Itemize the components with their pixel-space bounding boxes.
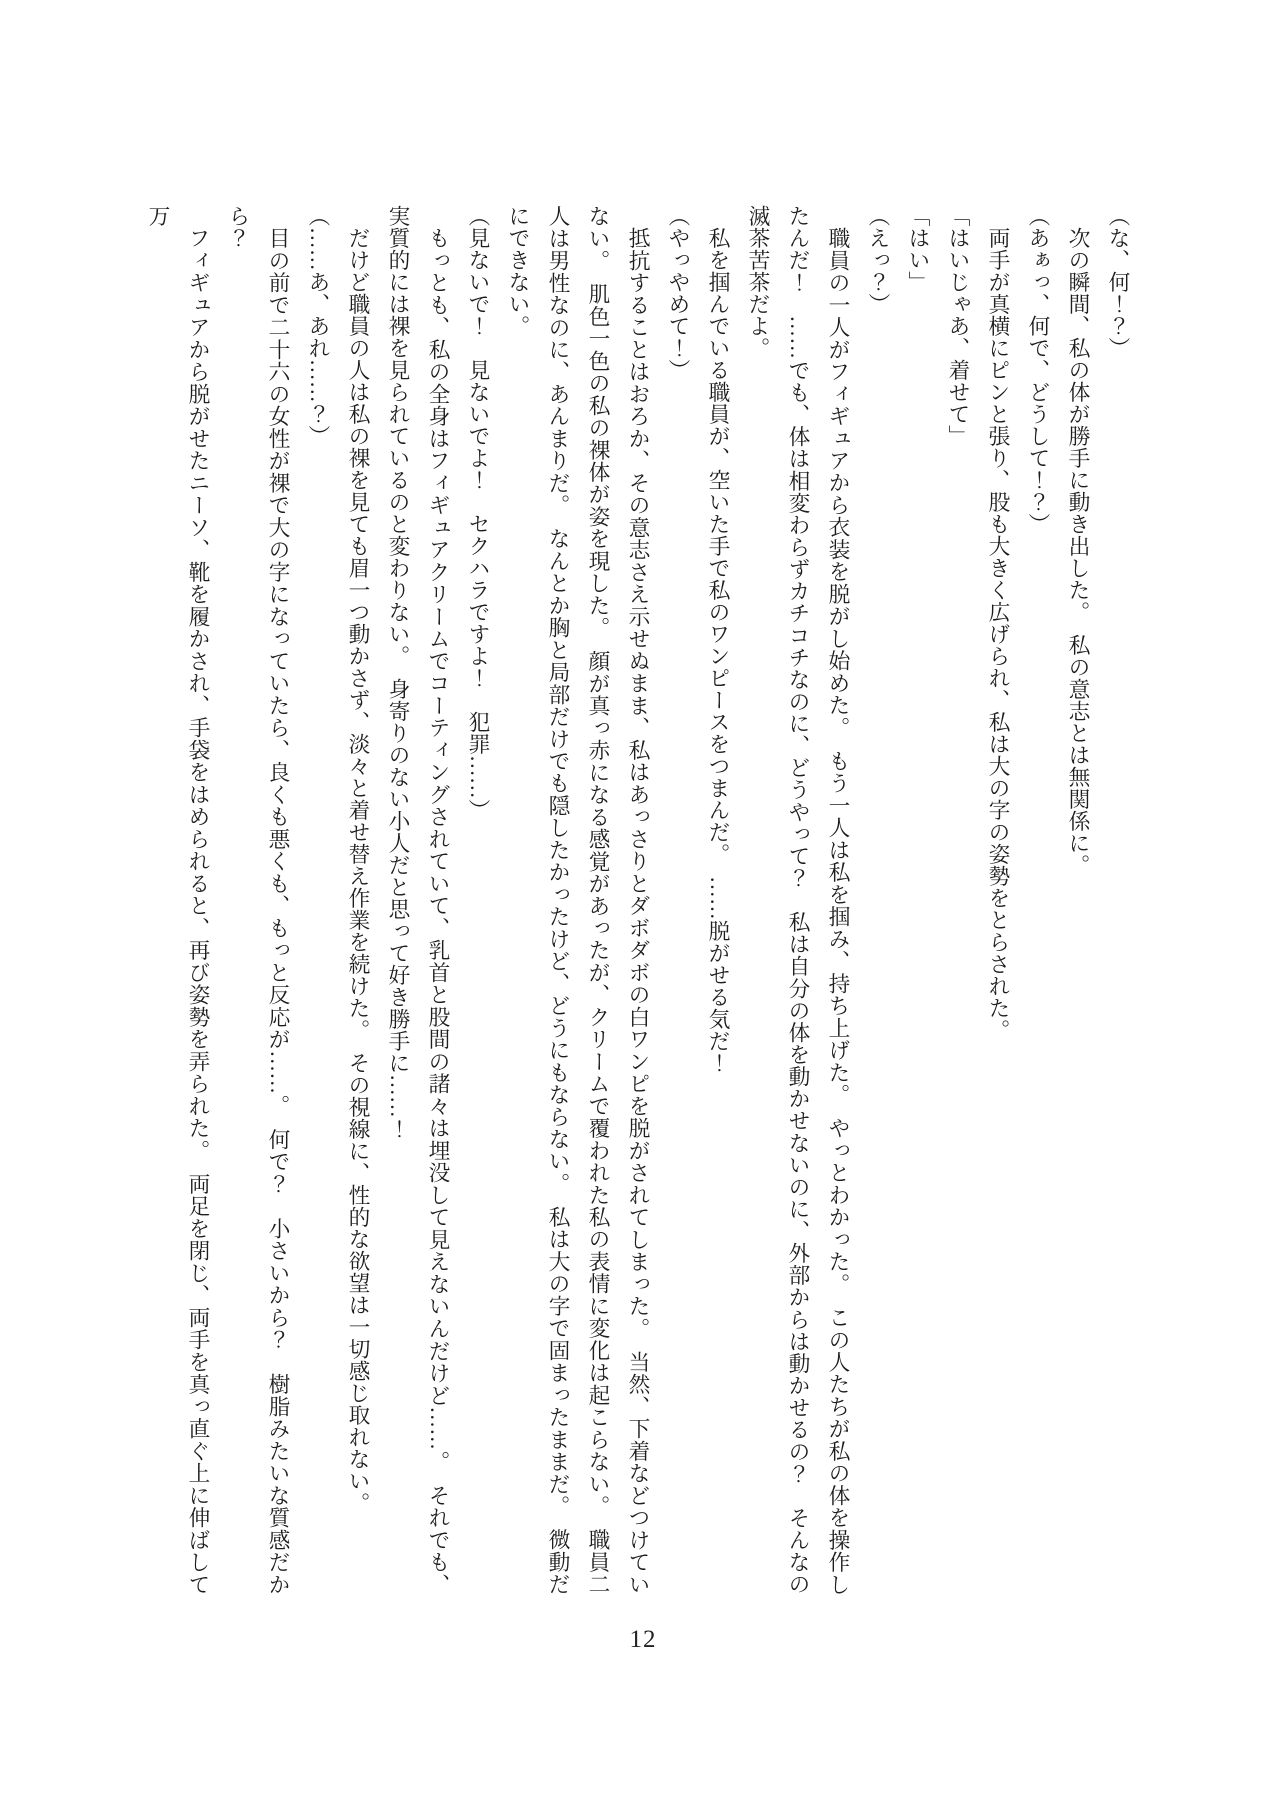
paragraph-narration: 私を掴んでいる職員が、空いた手で私のワンピースをつまんだ。 ……脱がせる気だ！: [706, 226, 730, 1074]
vertical-text-block: [138, 205, 1138, 1595]
paragraph-paren: （……あ、あれ……？）: [306, 205, 330, 447]
paragraph-dialogue: 「はい」: [906, 205, 930, 293]
paragraph-narration: フィギュアから脱がせたニーソ、靴を履かされ、手袋をはめられると、再び姿勢を弄られた。 両足を閉じ、両手を真っ直ぐ上に伸ばして万: [146, 205, 210, 1595]
paragraph-narration: だけど職員の人は私の裸を見ても眉一つ動かさず、淡々と着せ替え作業を続けた。 その視線に、性的な欲望は一切感じ取れない。: [346, 226, 370, 1514]
paragraph-narration: 抵抗することはおろか、その意志さえ示せぬまま、私はあっさりとダボダボの白ワンピを脱がされてしまった。 当然、下着などつけていない。 肌色一色の私の裸体が姿を現した。 顔が真っ赤になる感覚があったが、クリームで覆われた私の表情に変化は起こらない。 職員二人は男性なのに、あんまりだ。 なんとか胸と局部だけでも隠したかったけど、どうにもならない。 私は大の字で固まったままだ。 微動だにできない。: [506, 205, 650, 1595]
paragraph-narration: 次の瞬間、私の体が勝手に動き出した。 私の意志とは無関係に。: [1066, 226, 1090, 876]
paragraph-paren: （やっやめて！）: [666, 205, 690, 381]
paragraph-paren: （見ないで！ 見ないでよ！ セクハラですよ！ 犯罪……）: [466, 205, 490, 821]
paragraph-paren: （あぁっ、何で、どうして！？）: [1026, 205, 1050, 535]
paragraph-paren: （な、何！？）: [1106, 205, 1130, 359]
paragraph-paren: （えっ？）: [866, 205, 890, 315]
paragraph-narration: 両手が真横にピンと張り、股も大きく広げられ、私は大の字の姿勢をとらされた。: [986, 226, 1010, 1041]
page-number: 12: [629, 1626, 657, 1653]
paragraph-narration: 職員の一人がフィギュアから衣装を脱がし始めた。 もう一人は私を掴み、持ち上げた。 やっとわかった。 この人たちが私の体を操作したんだ！ ……でも、体は相変わらずカチコチなのに、どうやって？ 私は自分の体を動かせないのに、外部からは動かせるの？ そんなの滅茶苦茶だよ。: [746, 205, 850, 1595]
paragraph-narration: もっとも、私の全身はフィギュアクリームでコーティングされていて、乳首と股間の諸々は埋没して見えないんだけど……。 それでも、実質的には裸を見られているのと変わりない。 身寄りのない小人だと思って好き勝手に……！: [386, 205, 450, 1595]
paragraph-dialogue: 「はいじゃあ、着せて」: [946, 205, 970, 447]
paragraph-narration: 目の前で二十六の女性が裸で大の字になっていたら、良くも悪くも、もっと反応が……。 何で？ 小さいから？ 樹脂みたいな質感だから？: [226, 205, 290, 1595]
